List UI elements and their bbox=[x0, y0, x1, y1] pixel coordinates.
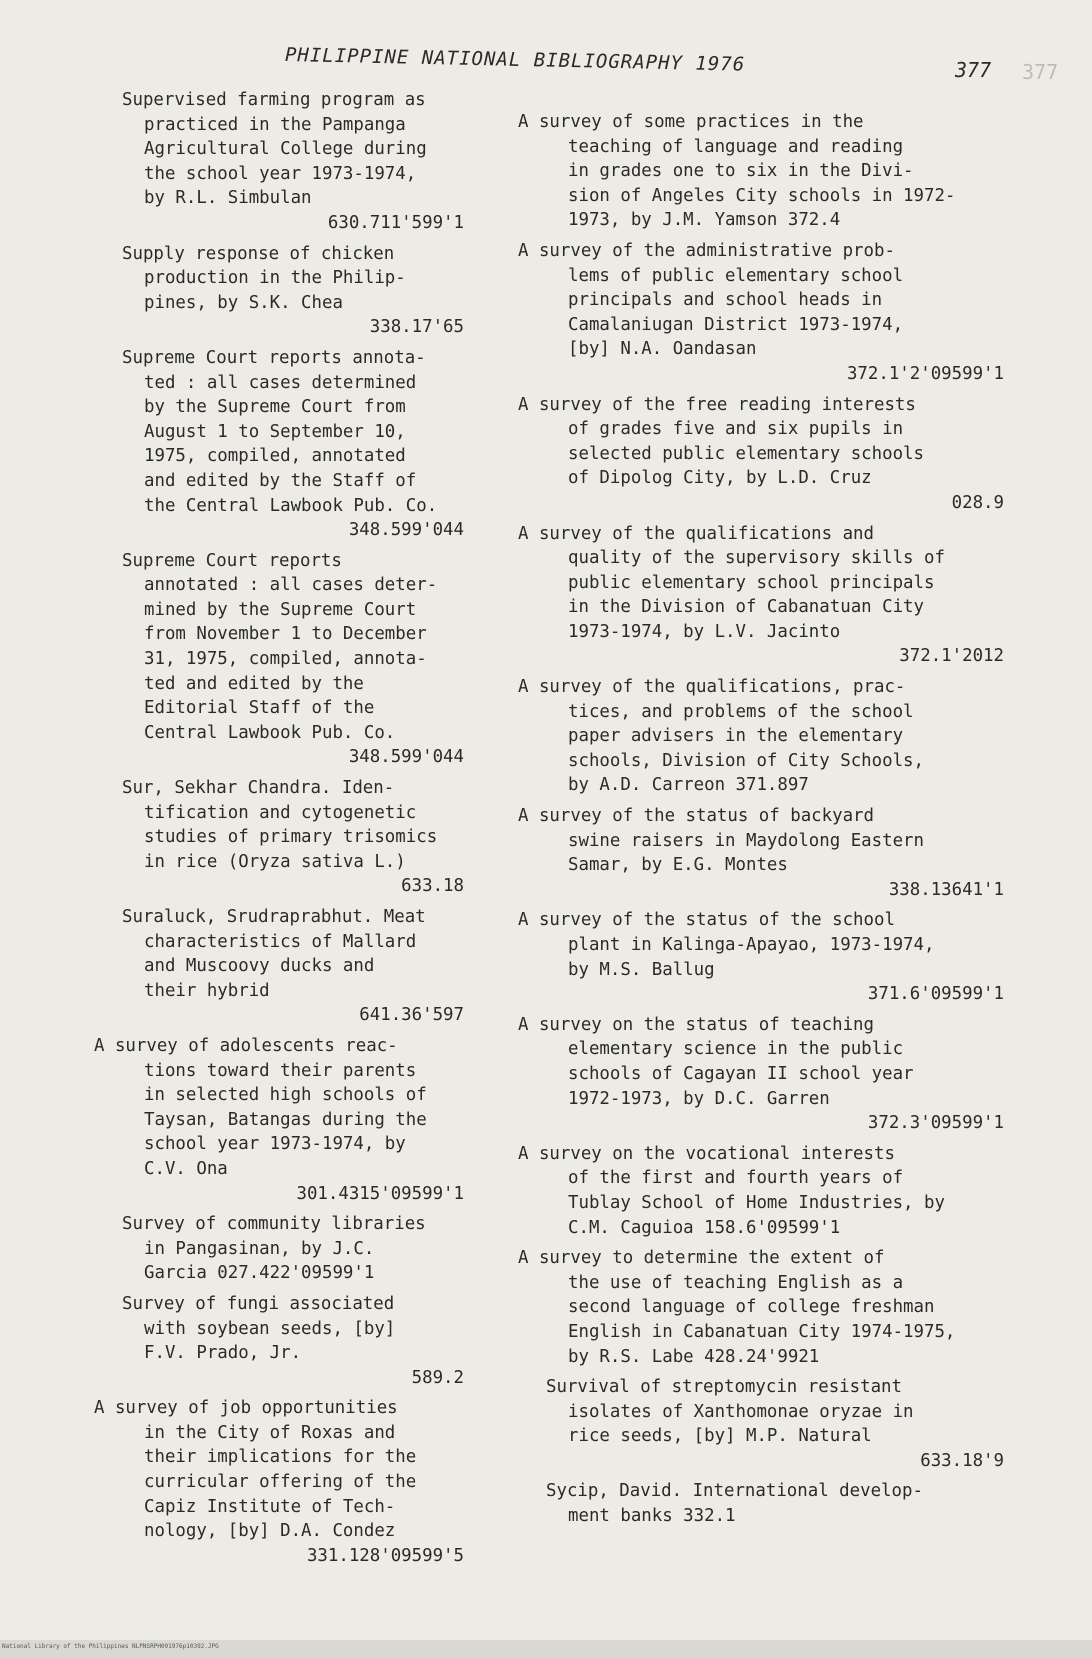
entry-line: studies of primary trisomics bbox=[144, 827, 438, 848]
entry-line: 1973, by J.M. Yamson 372.4 bbox=[568, 210, 841, 231]
entry-line: the school year 1973-1974, bbox=[144, 163, 417, 184]
entry-line: by M.S. Ballug bbox=[568, 959, 715, 980]
entry-line: A survey on the vocational interests bbox=[518, 1143, 895, 1164]
right-column bbox=[518, 110, 1026, 1535]
entry-gap bbox=[122, 1568, 492, 1574]
bibliography-entry bbox=[122, 346, 492, 543]
call-number: 641.36'597 bbox=[359, 1005, 464, 1026]
bibliography-entry bbox=[122, 549, 492, 770]
entry-line: in Pangasinan, by J.C. bbox=[144, 1238, 375, 1259]
entry-line: ment banks 332.1 bbox=[568, 1506, 736, 1527]
entry-line: lems of public elementary school bbox=[568, 265, 904, 286]
entry-line: English in Cabanatuan City 1974-1975, bbox=[568, 1321, 956, 1342]
bibliography-entry bbox=[518, 110, 1026, 233]
bibliography-entry bbox=[94, 1396, 492, 1568]
entry-line: Supply response of chicken bbox=[122, 243, 395, 264]
call-number: 372.3'09599'1 bbox=[867, 1113, 1004, 1134]
bibliography-entry bbox=[122, 88, 492, 236]
entry-line: August 1 to September 10, bbox=[144, 421, 406, 442]
entry-line: characteristics of Mallard bbox=[144, 931, 417, 952]
entry-line: selected public elementary schools bbox=[568, 443, 924, 464]
entry-line: annotated : all cases deter- bbox=[144, 575, 438, 596]
call-number: 338.13641'1 bbox=[888, 879, 1004, 900]
entry-line: quality of the supervisory skills of bbox=[568, 548, 945, 569]
call-number: 348.599'044 bbox=[348, 520, 464, 541]
entry-line: A survey of the status of backyard bbox=[518, 806, 874, 827]
entry-line: Garcia 027.422'09599'1 bbox=[144, 1263, 375, 1284]
entry-line: 1973-1974, by L.V. Jacinto bbox=[568, 621, 841, 642]
running-title: PHILIPPINE NATIONAL BIBLIOGRAPHY 1976 bbox=[284, 44, 746, 76]
entry-line: second language of college freshman bbox=[568, 1297, 935, 1318]
entry-line: elementary science in the public bbox=[568, 1039, 904, 1060]
entry-line: by R.S. Labe 428.24'9921 bbox=[568, 1346, 820, 1367]
entry-line: F.V. Prado, Jr. bbox=[144, 1343, 302, 1364]
entry-line: [by] N.A. Oandasan bbox=[568, 339, 757, 360]
entry-line: the Central Lawbook Pub. Co. bbox=[144, 495, 438, 516]
entry-line: A survey to determine the extent of bbox=[518, 1248, 885, 1269]
entry-line: and Muscoovy ducks and bbox=[144, 956, 375, 977]
entry-line: public elementary school principals bbox=[568, 572, 935, 593]
call-number: 371.6'09599'1 bbox=[867, 984, 1004, 1005]
entry-line: Taysan, Batangas during the bbox=[144, 1109, 427, 1130]
entry-line: Camalaniugan District 1973-1974, bbox=[568, 314, 904, 335]
call-number: 028.9 bbox=[951, 492, 1004, 513]
entry-line: principals and school heads in bbox=[568, 290, 883, 311]
entry-line: by R.L. Simbulan bbox=[144, 188, 312, 209]
entry-line: in selected high schools of bbox=[144, 1085, 427, 1106]
call-number: 372.1'2012 bbox=[899, 646, 1004, 667]
bibliography-entry bbox=[122, 242, 492, 340]
entry-line: ted and edited by the bbox=[144, 673, 364, 694]
entry-line: A survey on the status of teaching bbox=[518, 1014, 874, 1035]
entry-line: A survey of the qualifications and bbox=[518, 523, 874, 544]
entry-line: Sur, Sekhar Chandra. Iden- bbox=[122, 778, 395, 799]
bibliography-entry bbox=[518, 675, 1026, 798]
entry-line: nology, [by] D.A. Condez bbox=[144, 1521, 396, 1542]
entry-line: from November 1 to December bbox=[144, 624, 427, 645]
entry-line: their hybrid bbox=[144, 980, 270, 1001]
entry-line: A survey of job opportunities bbox=[94, 1398, 398, 1419]
bibliography-entry bbox=[518, 393, 1026, 516]
entry-line: ted : all cases determined bbox=[144, 372, 417, 393]
entry-line: tification and cytogenetic bbox=[144, 802, 417, 823]
entry-gap bbox=[546, 1529, 1026, 1535]
entry-line: Survey of fungi associated bbox=[122, 1293, 395, 1314]
entry-line: A survey of the status of the school bbox=[518, 910, 895, 931]
bibliography-entry bbox=[122, 1212, 492, 1286]
entry-line: swine raisers in Maydolong Eastern bbox=[568, 830, 924, 851]
bleed-through-text: 377 bbox=[1022, 60, 1059, 84]
entry-line: Tublay School of Home Industries, by bbox=[568, 1192, 945, 1213]
entry-line: of grades five and six pupils in bbox=[568, 419, 904, 440]
page-number: 377 bbox=[955, 58, 992, 82]
entry-line: Survey of community libraries bbox=[122, 1214, 426, 1235]
entry-line: in the Division of Cabanatuan City bbox=[568, 597, 924, 618]
call-number: 633.18'9 bbox=[920, 1450, 1004, 1471]
entry-line: Supervised farming program as bbox=[122, 90, 426, 110]
entry-line: A survey of some practices in the bbox=[518, 112, 864, 132]
entry-line: and edited by the Staff of bbox=[144, 470, 417, 491]
entry-line: C.M. Caguioa 158.6'09599'1 bbox=[568, 1217, 841, 1238]
entry-line: Survival of streptomycin resistant bbox=[546, 1377, 902, 1398]
entry-line: schools of Cagayan II school year bbox=[568, 1063, 914, 1084]
entry-line: production in the Philip- bbox=[144, 268, 406, 289]
entry-line: Sycip, David. International develop- bbox=[546, 1481, 923, 1502]
entry-line: 1975, compiled, annotated bbox=[144, 446, 406, 467]
entry-line: teaching of language and reading bbox=[568, 136, 904, 157]
call-number: 338.17'65 bbox=[369, 317, 464, 338]
entry-line: Suraluck, Srudraprabhut. Meat bbox=[122, 907, 426, 927]
entry-line: plant in Kalinga-Apayao, 1973-1974, bbox=[568, 935, 935, 955]
call-number: 372.1'2'09599'1 bbox=[846, 363, 1004, 384]
call-number: 589.2 bbox=[411, 1367, 464, 1388]
entry-line: 31, 1975, compiled, annota- bbox=[144, 649, 427, 670]
bibliography-entry bbox=[122, 905, 492, 1028]
call-number: 348.599'044 bbox=[348, 747, 464, 768]
entry-line: mined by the Supreme Court bbox=[144, 599, 417, 620]
entry-line: in the City of Roxas and bbox=[144, 1422, 396, 1443]
bibliography-entry bbox=[518, 239, 1026, 387]
entry-line: Capiz Institute of Tech- bbox=[144, 1496, 396, 1517]
entry-line: A survey of the free reading interests bbox=[518, 394, 916, 415]
entry-line: practiced in the Pampanga bbox=[144, 114, 406, 135]
entry-line: Editorial Staff of the bbox=[144, 698, 375, 719]
entry-line: by the Supreme Court from bbox=[144, 397, 406, 418]
entry-line: tions toward their parents bbox=[144, 1060, 417, 1081]
entry-line: with soybean seeds, [by] bbox=[144, 1318, 396, 1339]
entry-line: the use of teaching English as a bbox=[568, 1272, 904, 1293]
entry-line: schools, Division of City Schools, bbox=[568, 750, 924, 771]
left-column bbox=[94, 88, 492, 1574]
entry-line: isolates of Xanthomonae oryzae in bbox=[568, 1401, 914, 1422]
entry-line: Supreme Court reports annota- bbox=[122, 347, 426, 368]
entry-line: of Dipolog City, by L.D. Cruz bbox=[568, 468, 872, 489]
call-number: 630.711'599'1 bbox=[327, 212, 464, 233]
bibliography-entry bbox=[518, 1246, 1026, 1369]
entry-line: in rice (Oryza sativa L.) bbox=[144, 851, 406, 872]
bibliography-entry bbox=[518, 522, 1026, 670]
entry-line: sion of Angeles City schools in 1972- bbox=[568, 185, 956, 206]
bibliography-entry bbox=[94, 1034, 492, 1206]
entry-line: A survey of the administrative prob- bbox=[518, 240, 895, 261]
entry-line: Samar, by E.G. Montes bbox=[568, 855, 788, 876]
call-number: 301.4315'09599'1 bbox=[296, 1183, 464, 1204]
bibliography-entry bbox=[518, 804, 1026, 902]
bibliography-entry bbox=[518, 1142, 1026, 1240]
bibliography-entry bbox=[546, 1479, 1026, 1528]
entry-line: 1972-1973, by D.C. Garren bbox=[568, 1088, 830, 1109]
entry-line: Central Lawbook Pub. Co. bbox=[144, 722, 396, 743]
bibliography-entry bbox=[546, 1375, 1026, 1473]
entry-line: A survey of the qualifications, prac- bbox=[518, 677, 906, 698]
entry-line: tices, and problems of the school bbox=[568, 701, 914, 722]
call-number: 633.18 bbox=[401, 876, 464, 897]
entry-line: by A.D. Carreon 371.897 bbox=[568, 775, 809, 796]
entry-line: Supreme Court reports bbox=[122, 550, 342, 571]
bibliography-entry bbox=[518, 1013, 1026, 1136]
entry-line: Agricultural College during bbox=[144, 139, 427, 160]
entry-line: of the first and fourth years of bbox=[568, 1168, 904, 1189]
scan-footer: National Library of the Philippines NLPNSRPH091976p10392.JPG bbox=[2, 1643, 219, 1650]
bibliography-entry bbox=[518, 908, 1026, 1006]
bibliography-entry bbox=[122, 776, 492, 899]
entry-line: C.V. Ona bbox=[144, 1158, 228, 1179]
entry-line: their implications for the bbox=[144, 1447, 417, 1468]
entry-line: school year 1973-1974, by bbox=[144, 1134, 406, 1155]
entry-line: pines, by S.K. Chea bbox=[144, 292, 343, 313]
entry-line: curricular offering of the bbox=[144, 1472, 417, 1493]
entry-line: paper advisers in the elementary bbox=[568, 726, 904, 747]
entry-line: A survey of adolescents reac- bbox=[94, 1035, 398, 1056]
call-number: 331.128'09599'5 bbox=[306, 1545, 464, 1566]
bibliography-entry bbox=[122, 1292, 492, 1390]
entry-line: in grades one to six in the Divi- bbox=[568, 161, 914, 182]
entry-line: rice seeds, [by] M.P. Natural bbox=[568, 1426, 872, 1447]
